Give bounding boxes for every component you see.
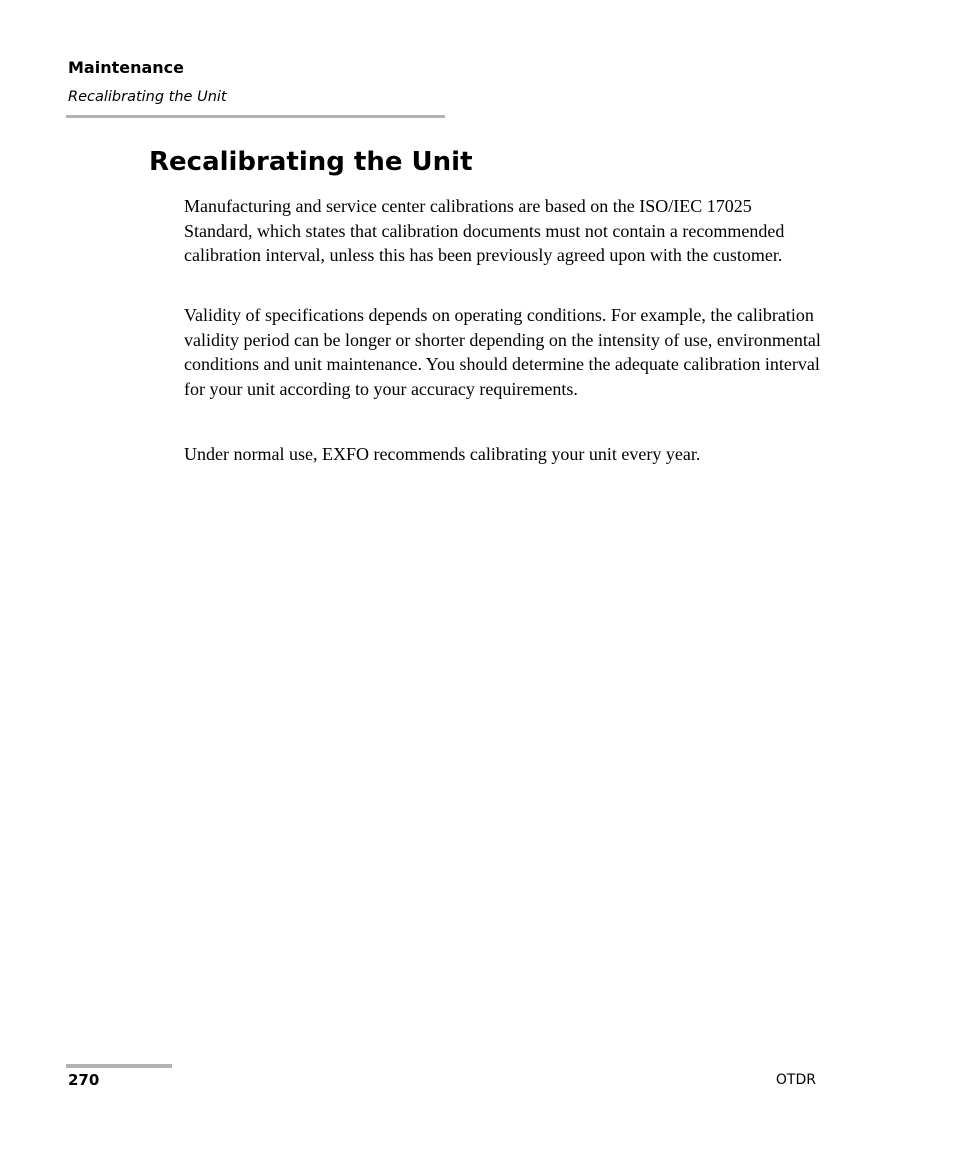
header-divider [66,115,445,118]
body-paragraph-recommendation: Under normal use, EXFO recommends calibrating your unit every year. [184,444,701,464]
running-header-section: Recalibrating the Unit [68,89,227,105]
product-name: OTDR [775,1072,816,1088]
page-number: 270 [68,1071,100,1089]
page-title: Recalibrating the Unit [149,147,473,177]
body-paragraph-validity: Validity of specifications depends on operating conditions. For example, the calibration validity period can be longer or shorter depending on the intensity of use, environmental conditions and unit maintenance. You should determine the adequate calibration interval for your unit according to your accuracy requirements. [184,305,821,400]
body-paragraph-calibration-standard: Manufacturing and service center calibrations are based on the ISO/IEC 17025 Standard, which states that calibration documents must not contain a recommended calibration interval, unless this has been previously agreed upon with the customer. [184,196,785,266]
running-header-chapter: Maintenance [68,58,185,77]
footer-divider [66,1064,172,1068]
